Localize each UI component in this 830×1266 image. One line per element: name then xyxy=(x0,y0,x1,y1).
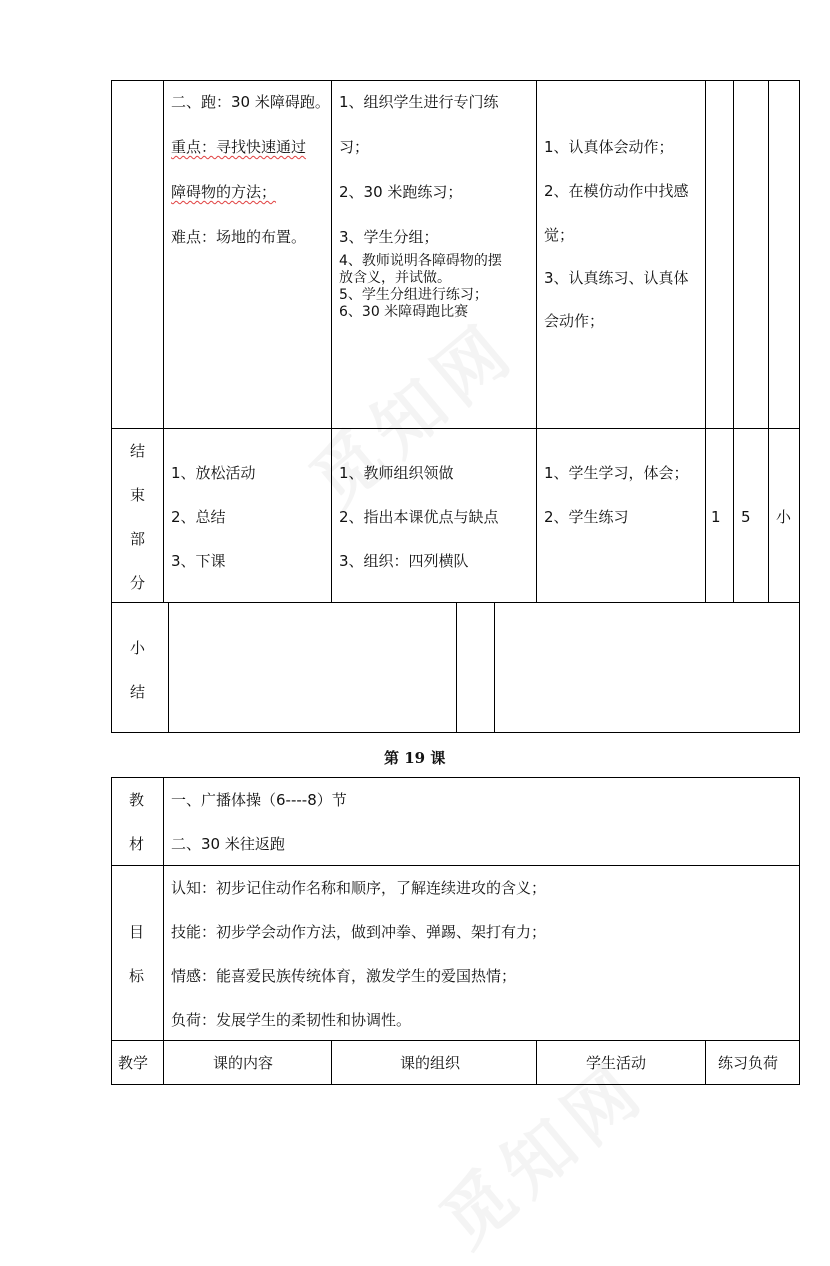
end-student-line: 1、学生学习，体会； xyxy=(544,464,689,482)
organization-line: 2、30 米跑练习； xyxy=(339,183,463,201)
content-line: 障碍物的方法； xyxy=(171,183,277,201)
goal-line: 负荷：发展学生的柔韧性和协调性。 xyxy=(171,1011,412,1029)
end-organization-line: 2、指出本课优点与缺点 xyxy=(339,508,499,526)
end-label-char: 分 xyxy=(130,574,146,592)
end-content-line: 3、下课 xyxy=(171,552,226,570)
goal-label-char: 目 xyxy=(129,923,145,941)
content-line: 难点：场地的布置。 xyxy=(171,228,307,246)
organization-line: 3、学生分组； xyxy=(339,228,439,246)
lesson-title: 第 19 课 xyxy=(384,749,446,767)
student-line: 3、认真练习、认真体 xyxy=(544,269,689,287)
material-label-char: 教 xyxy=(129,791,145,809)
goal-line: 认知：初步记住动作名称和顺序，了解连续进攻的含义； xyxy=(171,879,547,897)
organization-line: 习； xyxy=(339,138,370,156)
goal-line: 情感：能喜爱民族传统体育，激发学生的爱国热情； xyxy=(171,967,517,985)
end-intensity: 小 xyxy=(776,508,792,526)
end-label-char: 结 xyxy=(130,442,146,460)
student-line: 会动作； xyxy=(544,312,605,330)
end-student-line: 2、学生练习 xyxy=(544,508,629,526)
header-cell: 课的组织 xyxy=(400,1054,461,1072)
header-cell: 课的内容 xyxy=(213,1054,274,1072)
end-minutes: 5 xyxy=(741,508,751,526)
content-line: 重点：寻找快速通过 xyxy=(171,138,307,156)
header-cell: 教学 xyxy=(118,1054,149,1072)
student-line: 觉； xyxy=(544,226,575,244)
material-line: 二、30 米往返跑 xyxy=(171,835,285,853)
student-line: 2、在模仿动作中找感 xyxy=(544,182,689,200)
end-organization-line: 1、教师组织领做 xyxy=(339,464,454,482)
material-line: 一、广播体操（6----8）节 xyxy=(171,791,347,809)
end-label-char: 部 xyxy=(130,530,146,548)
organization-line: 4、教师说明各障碍物的摆 xyxy=(339,253,502,269)
organization-line: 5、学生分组进行练习； xyxy=(339,287,488,303)
material-label-char: 材 xyxy=(129,835,145,853)
student-line: 1、认真体会动作； xyxy=(544,138,674,156)
header-cell: 学生活动 xyxy=(586,1054,647,1072)
end-content-line: 1、放松活动 xyxy=(171,464,256,482)
organization-line: 1、组织学生进行专门练 xyxy=(339,93,499,111)
organization-line: 6、30 米障碍跑比赛 xyxy=(339,304,469,320)
content-line: 二、跑：30 米障碍跑。 xyxy=(171,93,330,111)
organization-line: 放含义，并试做。 xyxy=(339,270,451,286)
header-cell: 练习负荷 xyxy=(718,1054,779,1072)
end-content-line: 2、总结 xyxy=(171,508,226,526)
summary-label-char: 结 xyxy=(130,683,146,701)
end-organization-line: 3、组织：四列横队 xyxy=(339,552,469,570)
goal-label-char: 标 xyxy=(129,967,145,985)
watermark xyxy=(286,295,535,527)
summary-label-char: 小 xyxy=(130,639,146,657)
end-label-char: 束 xyxy=(130,486,146,504)
goal-line: 技能：初步学会动作方法，做到冲拳、弹踢、架打有力； xyxy=(171,923,547,941)
end-times: 1 xyxy=(711,508,721,526)
